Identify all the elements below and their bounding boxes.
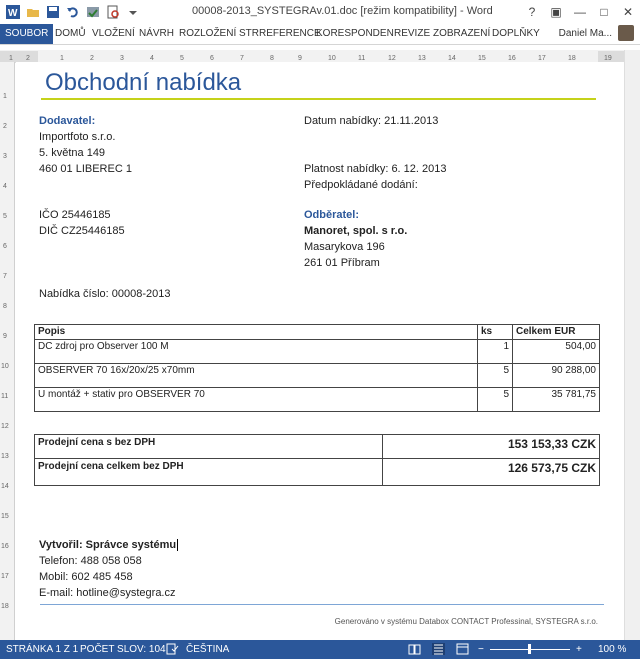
ruler-h-mark: 4 bbox=[150, 55, 154, 62]
zoom-slider-handle[interactable] bbox=[528, 644, 531, 654]
ruler-h-mark: 14 bbox=[448, 55, 456, 62]
user-name[interactable]: Daniel Ma... bbox=[558, 28, 612, 39]
offer-validity: Platnost nabídky: 6. 12. 2013 bbox=[304, 163, 447, 175]
ruler-v-mark: 7 bbox=[3, 273, 7, 280]
offer-date: Datum nabídky: 21.11.2013 bbox=[304, 115, 439, 127]
tab-insert[interactable]: VLOŽENÍ bbox=[92, 28, 135, 39]
item-total: 35 781,75 bbox=[513, 388, 600, 412]
language[interactable]: ČEŠTINA bbox=[186, 644, 230, 655]
table-row bbox=[35, 388, 600, 412]
page-count[interactable]: STRÁNKA 1 Z 1 bbox=[6, 644, 79, 655]
ruler-v-mark: 3 bbox=[3, 153, 7, 160]
tab-mailings[interactable]: KORESPONDEN bbox=[316, 28, 394, 39]
contact-email: E-mail: hotline@systegra.cz bbox=[39, 587, 176, 599]
close-button[interactable]: ✕ bbox=[622, 5, 634, 19]
minimize-button[interactable]: — bbox=[574, 5, 586, 19]
ruler-h-mark: 15 bbox=[478, 55, 486, 62]
word-logo-icon[interactable] bbox=[6, 5, 20, 19]
ruler-v-mark: 17 bbox=[1, 573, 9, 580]
tab-design[interactable]: NÁVRH bbox=[139, 28, 175, 39]
tab-home[interactable]: DOMŮ bbox=[55, 28, 86, 39]
ruler-v-mark: 6 bbox=[3, 243, 7, 250]
ruler-h-mark: 13 bbox=[418, 55, 426, 62]
ruler-v-mark: 1 bbox=[3, 93, 7, 100]
header-description: Popis bbox=[35, 325, 478, 340]
ruler-v-mark: 16 bbox=[1, 543, 9, 550]
zoom-out-button[interactable]: − bbox=[478, 644, 484, 655]
ruler-h-mark: 12 bbox=[388, 55, 396, 62]
maximize-button[interactable]: □ bbox=[600, 5, 608, 19]
ruler-h-mark: 17 bbox=[538, 55, 546, 62]
tab-file[interactable]: SOUBOR bbox=[0, 24, 53, 44]
total-value: 126 573,75 CZK bbox=[383, 459, 600, 486]
ruler-h-mark: 2 bbox=[26, 55, 30, 62]
ruler-v-mark: 18 bbox=[1, 603, 9, 610]
vertical-ruler[interactable] bbox=[0, 62, 15, 640]
ruler-v-mark: 10 bbox=[1, 363, 9, 370]
ruler-h-mark: 1 bbox=[60, 55, 64, 62]
ruler-h-mark: 2 bbox=[90, 55, 94, 62]
ruler-h-mark: 9 bbox=[298, 55, 302, 62]
print-preview-icon[interactable] bbox=[106, 5, 120, 19]
web-layout-icon[interactable] bbox=[456, 643, 469, 655]
window-controls bbox=[520, 0, 640, 24]
ruler-h-mark: 11 bbox=[358, 55, 366, 62]
ruler-h-mark: 6 bbox=[210, 55, 214, 62]
ruler-v-ticks bbox=[0, 62, 14, 640]
supplier-name: Importfoto s.r.o. bbox=[39, 131, 116, 143]
contact-phone: Telefon: 488 058 058 bbox=[39, 555, 142, 567]
title-bar bbox=[0, 0, 640, 25]
ruler-h-mark: 16 bbox=[508, 55, 516, 62]
ruler-h-mark: 8 bbox=[270, 55, 274, 62]
total-label: Prodejní cena celkem bez DPH bbox=[35, 459, 383, 486]
zoom-in-button[interactable]: + bbox=[576, 644, 582, 655]
open-icon[interactable] bbox=[26, 5, 40, 19]
ribbon-display-button[interactable]: ▣ bbox=[550, 5, 562, 19]
tab-review[interactable]: REVIZE bbox=[394, 28, 431, 39]
supplier-ico: IČO 25446185 bbox=[39, 209, 111, 221]
page-footer: Generováno v systému Databox CONTACT Professinal, SYSTEGRA s.r.o. bbox=[334, 617, 598, 626]
item-description: U montáž + stativ pro OBSERVER 70 bbox=[35, 388, 478, 412]
print-layout-icon[interactable] bbox=[432, 643, 445, 655]
item-description: DC zdroj pro Observer 100 M bbox=[35, 340, 478, 364]
ruler-v-mark: 15 bbox=[1, 513, 9, 520]
table-header-row bbox=[35, 325, 600, 340]
footer-divider bbox=[40, 604, 604, 605]
customer-label: Odběratel: bbox=[304, 209, 360, 221]
total-value: 153 153,33 CZK bbox=[383, 435, 600, 459]
item-quantity: 1 bbox=[478, 340, 513, 364]
help-button[interactable]: ? bbox=[528, 5, 536, 19]
ruler-v-mark: 13 bbox=[1, 453, 9, 460]
ruler-h-mark: 7 bbox=[240, 55, 244, 62]
supplier-street: 5. května 149 bbox=[39, 147, 106, 159]
totals-row bbox=[35, 459, 600, 486]
ruler-v-mark: 8 bbox=[3, 303, 7, 310]
customer-street: Masarykova 196 bbox=[304, 241, 385, 253]
ruler-v-mark: 5 bbox=[3, 213, 7, 220]
created-by: Vytvořil: Správce systému bbox=[39, 539, 177, 551]
ruler-h-mark: 1 bbox=[9, 55, 13, 62]
ruler-h-mark: 19 bbox=[604, 55, 612, 62]
ruler-v-mark: 14 bbox=[1, 483, 9, 490]
avatar[interactable] bbox=[618, 25, 634, 41]
header-quantity: ks bbox=[478, 325, 513, 340]
item-quantity: 5 bbox=[478, 388, 513, 412]
supplier-label: Dodavatel: bbox=[39, 115, 96, 127]
document-page[interactable] bbox=[16, 62, 624, 640]
more-icon[interactable] bbox=[126, 5, 140, 19]
item-total: 90 288,00 bbox=[513, 364, 600, 388]
ruler-h-mark: 18 bbox=[568, 55, 576, 62]
item-description: OBSERVER 70 16x/20x/25 x70mm bbox=[35, 364, 478, 388]
customer-name: Manoret, spol. s r.o. bbox=[304, 225, 408, 237]
expected-delivery: Předpokládané dodání: bbox=[304, 179, 418, 191]
ribbon-tabs bbox=[0, 24, 640, 45]
ruler-v-mark: 11 bbox=[1, 393, 9, 400]
svg-text:W: W bbox=[8, 8, 18, 19]
status-bar bbox=[0, 640, 640, 659]
header-total: Celkem EUR bbox=[513, 325, 600, 340]
tab-view[interactable]: ZOBRAZENÍ bbox=[433, 28, 491, 39]
table-row bbox=[35, 364, 600, 388]
tab-addins[interactable]: DOPLŇKY bbox=[492, 28, 540, 39]
totals-table bbox=[34, 434, 600, 486]
undo-icon[interactable] bbox=[66, 5, 80, 19]
vertical-scrollbar[interactable] bbox=[624, 50, 640, 640]
ruler-h-mark: 3 bbox=[120, 55, 124, 62]
title-underline bbox=[41, 98, 596, 100]
word-count[interactable]: POČET SLOV: 104 bbox=[80, 644, 166, 655]
offer-number: Nabídka číslo: 00008-2013 bbox=[39, 288, 171, 300]
table-row bbox=[35, 340, 600, 364]
customer-city: 261 01 Příbram bbox=[304, 257, 380, 269]
supplier-city: 460 01 LIBEREC 1 bbox=[39, 163, 132, 175]
tab-layout[interactable]: ROZLOŽENÍ STR bbox=[179, 28, 260, 39]
totals-row bbox=[35, 435, 600, 459]
save-icon[interactable] bbox=[46, 5, 60, 19]
spell-icon[interactable] bbox=[86, 5, 100, 19]
quick-access-toolbar bbox=[6, 0, 146, 24]
supplier-dic: DIČ CZ25446185 bbox=[39, 225, 125, 237]
contact-mobile: Mobil: 602 485 458 bbox=[39, 571, 133, 583]
proofing-icon[interactable] bbox=[166, 643, 179, 655]
window-title: 00008-2013_SYSTEGRAv.01.doc [režim kompatibility] - Word bbox=[192, 5, 493, 17]
ruler-h-mark: 5 bbox=[180, 55, 184, 62]
page-title: Obchodní nabídka bbox=[45, 69, 242, 96]
items-table bbox=[34, 324, 600, 412]
tab-references[interactable]: REFERENCE bbox=[259, 28, 321, 39]
zoom-level[interactable]: 100 % bbox=[598, 644, 627, 655]
ruler-v-mark: 9 bbox=[3, 333, 7, 340]
ruler-h-mark: 10 bbox=[328, 55, 336, 62]
total-label: Prodejní cena s bez DPH bbox=[35, 435, 383, 459]
ruler-v-mark: 12 bbox=[1, 423, 9, 430]
ruler-v-mark: 4 bbox=[3, 183, 7, 190]
read-mode-icon[interactable] bbox=[408, 643, 421, 655]
ruler-v-mark: 2 bbox=[3, 123, 7, 130]
item-total: 504,00 bbox=[513, 340, 600, 364]
item-quantity: 5 bbox=[478, 364, 513, 388]
